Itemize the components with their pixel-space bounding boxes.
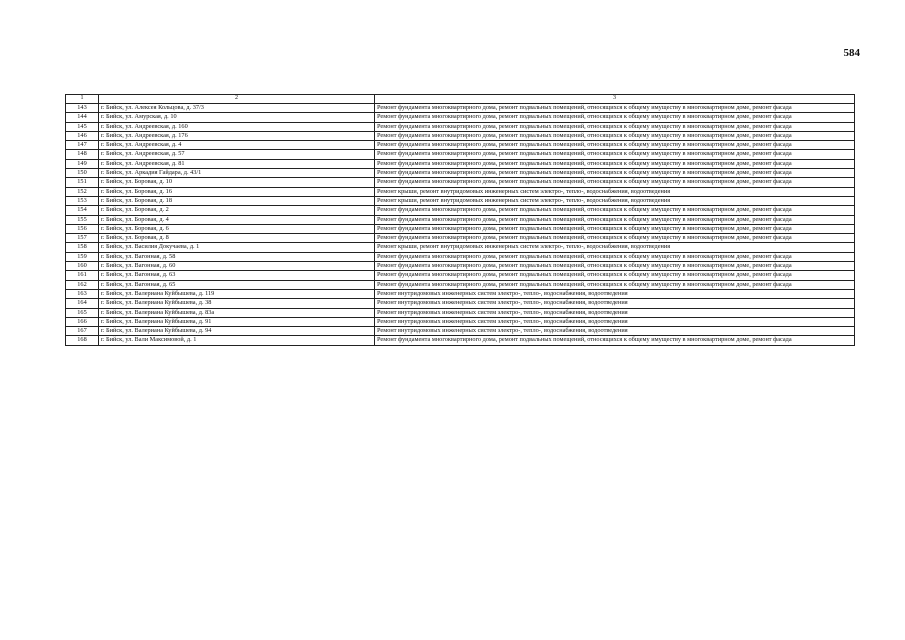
work-type-cell: Ремонт внутридомовых инженерных систем электро-, тепло-, водоснабжения, водоотведения [375, 299, 855, 308]
page-number: 584 [843, 47, 860, 59]
work-type-cell: Ремонт внутридомовых инженерных систем электро-, тепло-, водоснабжения, водоотведения [375, 289, 855, 298]
table-row [66, 327, 855, 336]
address-cell: г. Бийск, ул. Василия Докучаева, д. 1 [99, 243, 375, 252]
table-row [66, 113, 855, 122]
row-number-cell: 160 [66, 262, 99, 271]
work-type-cell: Ремонт фундамента многоквартирного дома, ремонт подвальных помещений, относящихся к общему имуществу в многоквартирном доме, ремонт фасада [375, 131, 855, 140]
row-number-cell: 145 [66, 122, 99, 131]
address-cell: г. Бийск, ул. Аркадия Гайдара, д. 43/1 [99, 169, 375, 178]
work-type-cell: Ремонт внутридомовых инженерных систем электро-, тепло-, водоснабжения, водоотведения [375, 308, 855, 317]
address-cell: г. Бийск, ул. Валериана Куйбышева, д. 38 [99, 299, 375, 308]
address-cell: г. Бийск, ул. Боровая, д. 10 [99, 178, 375, 187]
row-number-cell: 150 [66, 169, 99, 178]
row-number-cell: 155 [66, 215, 99, 224]
table-row [66, 104, 855, 113]
address-cell: г. Бийск, ул. Вагонная, д. 63 [99, 271, 375, 280]
table-row [66, 159, 855, 168]
work-list-table [65, 94, 855, 346]
work-type-cell: Ремонт фундамента многоквартирного дома, ремонт подвальных помещений, относящихся к общему имуществу в многоквартирном доме, ремонт фасада [375, 234, 855, 243]
row-number-cell: 156 [66, 224, 99, 233]
row-number-cell: 151 [66, 178, 99, 187]
table-row [66, 187, 855, 196]
work-type-cell: Ремонт фундамента многоквартирного дома, ремонт подвальных помещений, относящихся к общему имуществу в многоквартирном доме, ремонт фасада [375, 178, 855, 187]
work-type-cell: Ремонт фундамента многоквартирного дома, ремонт подвальных помещений, относящихся к общему имуществу в многоквартирном доме, ремонт фасада [375, 104, 855, 113]
work-type-cell: Ремонт крыши, ремонт внутридомовых инженерных систем электро-, тепло-, водоснабжения, водоотведения [375, 196, 855, 205]
table-row [66, 271, 855, 280]
row-number-cell: 148 [66, 150, 99, 159]
address-cell: г. Бийск, ул. Андреевская, д. 160 [99, 122, 375, 131]
work-type-cell: Ремонт фундамента многоквартирного дома, ремонт подвальных помещений, относящихся к общему имуществу в многоквартирном доме, ремонт фасада [375, 262, 855, 271]
address-cell: г. Бийск, ул. Боровая, д. 16 [99, 187, 375, 196]
address-cell: г. Бийск, ул. Валериана Куйбышева, д. 83а [99, 308, 375, 317]
row-number-cell: 144 [66, 113, 99, 122]
work-type-cell: Ремонт крыши, ремонт внутридомовых инженерных систем электро-, тепло-, водоснабжения, водоотведения [375, 243, 855, 252]
address-cell: г. Бийск, ул. Боровая, д. 6 [99, 224, 375, 233]
column-header-work: 3 [375, 95, 855, 104]
table-row [66, 169, 855, 178]
address-cell: г. Бийск, ул. Боровая, д. 2 [99, 206, 375, 215]
work-type-cell: Ремонт фундамента многоквартирного дома, ремонт подвальных помещений, относящихся к общему имуществу в многоквартирном доме, ремонт фасада [375, 252, 855, 261]
row-number-cell: 162 [66, 280, 99, 289]
row-number-cell: 146 [66, 131, 99, 140]
table-row [66, 308, 855, 317]
table-row [66, 234, 855, 243]
row-number-cell: 168 [66, 336, 99, 345]
address-cell: г. Бийск, ул. Вагонная, д. 58 [99, 252, 375, 261]
address-cell: г. Бийск, ул. Вагонная, д. 65 [99, 280, 375, 289]
work-type-cell: Ремонт внутридомовых инженерных систем электро-, тепло-, водоснабжения, водоотведения [375, 327, 855, 336]
work-type-cell: Ремонт фундамента многоквартирного дома, ремонт подвальных помещений, относящихся к общему имуществу в многоквартирном доме, ремонт фасада [375, 122, 855, 131]
table-row [66, 215, 855, 224]
row-number-cell: 161 [66, 271, 99, 280]
row-number-cell: 143 [66, 104, 99, 113]
address-cell: г. Бийск, ул. Андреевская, д. 4 [99, 141, 375, 150]
table-row [66, 150, 855, 159]
work-type-cell: Ремонт фундамента многоквартирного дома, ремонт подвальных помещений, относящихся к общему имуществу в многоквартирном доме, ремонт фасада [375, 150, 855, 159]
row-number-cell: 166 [66, 317, 99, 326]
row-number-cell: 158 [66, 243, 99, 252]
row-number-cell: 147 [66, 141, 99, 150]
work-type-cell: Ремонт фундамента многоквартирного дома, ремонт подвальных помещений, относящихся к общему имуществу в многоквартирном доме, ремонт фасада [375, 271, 855, 280]
address-cell: г. Бийск, ул. Боровая, д. 8 [99, 234, 375, 243]
work-type-cell: Ремонт фундамента многоквартирного дома, ремонт подвальных помещений, относящихся к общему имуществу в многоквартирном доме, ремонт фасада [375, 224, 855, 233]
table-header-row [66, 95, 855, 104]
column-header-number: 1 [66, 95, 99, 104]
row-number-cell: 152 [66, 187, 99, 196]
table-row [66, 196, 855, 205]
row-number-cell: 159 [66, 252, 99, 261]
work-type-cell: Ремонт фундамента многоквартирного дома, ремонт подвальных помещений, относящихся к общему имуществу в многоквартирном доме, ремонт фасада [375, 336, 855, 345]
row-number-cell: 163 [66, 289, 99, 298]
row-number-cell: 154 [66, 206, 99, 215]
address-cell: г. Бийск, ул. Амурская, д. 10 [99, 113, 375, 122]
work-type-cell: Ремонт фундамента многоквартирного дома, ремонт подвальных помещений, относящихся к общему имуществу в многоквартирном доме, ремонт фасада [375, 141, 855, 150]
table-row [66, 252, 855, 261]
table-row [66, 141, 855, 150]
row-number-cell: 153 [66, 196, 99, 205]
table-row [66, 317, 855, 326]
address-cell: г. Бийск, ул. Андреевская, д. 176 [99, 131, 375, 140]
work-type-cell: Ремонт фундамента многоквартирного дома, ремонт подвальных помещений, относящихся к общему имуществу в многоквартирном доме, ремонт фасада [375, 169, 855, 178]
address-cell: г. Бийск, ул. Вали Максимовой, д. 1 [99, 336, 375, 345]
address-cell: г. Бийск, ул. Валериана Куйбышева, д. 119 [99, 289, 375, 298]
address-cell: г. Бийск, ул. Андреевская, д. 57 [99, 150, 375, 159]
table-row [66, 299, 855, 308]
address-cell: г. Бийск, ул. Валериана Куйбышева, д. 94 [99, 327, 375, 336]
row-number-cell: 165 [66, 308, 99, 317]
row-number-cell: 157 [66, 234, 99, 243]
address-cell: г. Бийск, ул. Боровая, д. 18 [99, 196, 375, 205]
table-row [66, 336, 855, 345]
address-cell: г. Бийск, ул. Вагонная, д. 60 [99, 262, 375, 271]
address-cell: г. Бийск, ул. Валериана Куйбышева, д. 91 [99, 317, 375, 326]
row-number-cell: 164 [66, 299, 99, 308]
table-row [66, 243, 855, 252]
work-type-cell: Ремонт фундамента многоквартирного дома, ремонт подвальных помещений, относящихся к общему имуществу в многоквартирном доме, ремонт фасада [375, 280, 855, 289]
table-row [66, 131, 855, 140]
work-type-cell: Ремонт фундамента многоквартирного дома, ремонт подвальных помещений, относящихся к общему имуществу в многоквартирном доме, ремонт фасада [375, 113, 855, 122]
table-row [66, 178, 855, 187]
row-number-cell: 149 [66, 159, 99, 168]
address-cell: г. Бийск, ул. Андреевская, д. 81 [99, 159, 375, 168]
work-type-cell: Ремонт фундамента многоквартирного дома, ремонт подвальных помещений, относящихся к общему имуществу в многоквартирном доме, ремонт фасада [375, 206, 855, 215]
table-row [66, 122, 855, 131]
table-row [66, 262, 855, 271]
work-type-cell: Ремонт крыши, ремонт внутридомовых инженерных систем электро-, тепло-, водоснабжения, водоотведения [375, 187, 855, 196]
table-row [66, 280, 855, 289]
row-number-cell: 167 [66, 327, 99, 336]
address-cell: г. Бийск, ул. Боровая, д. 4 [99, 215, 375, 224]
table-body [66, 104, 855, 346]
work-type-cell: Ремонт фундамента многоквартирного дома, ремонт подвальных помещений, относящихся к общему имуществу в многоквартирном доме, ремонт фасада [375, 215, 855, 224]
work-type-cell: Ремонт внутридомовых инженерных систем электро-, тепло-, водоснабжения, водоотведения [375, 317, 855, 326]
table-row [66, 224, 855, 233]
address-cell: г. Бийск, ул. Алексея Кольцова, д. 37/3 [99, 104, 375, 113]
table-row [66, 206, 855, 215]
table-row [66, 289, 855, 298]
work-type-cell: Ремонт фундамента многоквартирного дома, ремонт подвальных помещений, относящихся к общему имуществу в многоквартирном доме, ремонт фасада [375, 159, 855, 168]
column-header-address: 2 [99, 95, 375, 104]
